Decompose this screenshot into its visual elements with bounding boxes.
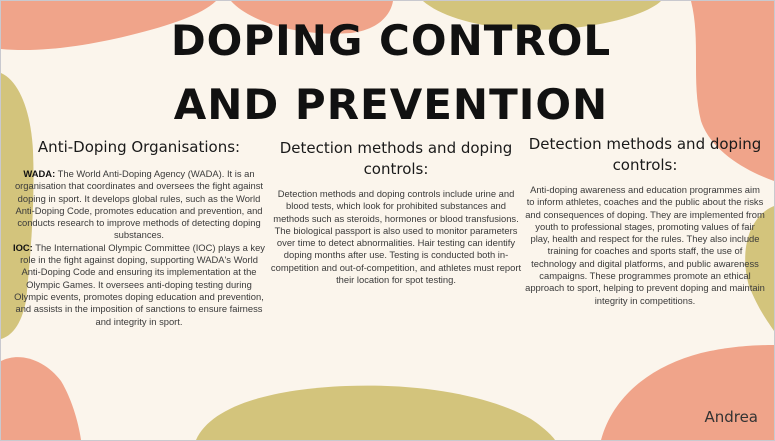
column-heading: Anti-Doping Organisations: xyxy=(37,138,241,156)
olive-blob-bottom xyxy=(196,386,555,440)
label-ioc: IOC: xyxy=(13,241,33,253)
column-text: Anti-doping awareness and education programmes aim to inform athletes, coaches and the public about the risks and consequences of doping. They are implemented from youth to professional stages, promoting values of fair play, health and respect for the rules. They also include training for coaches and sports staff, the use of technology and digital platforms, and public awareness campaigns. These programmes promote an ethical approach to sport, helping to prevent doping and maintain integrity in competitions. xyxy=(525,184,765,306)
column-heading: Detection methods and doping controls: xyxy=(279,139,513,178)
salmon-blob-bottom-left xyxy=(1,357,81,440)
slide-title: DOPING CONTROL AND PREVENTION xyxy=(170,16,612,129)
column-anti-doping-organisations xyxy=(11,137,267,328)
column-heading: Detection methods and doping controls: xyxy=(528,135,762,174)
column-awareness-education xyxy=(525,134,765,307)
author-name: Andrea xyxy=(704,408,758,426)
paragraph-ioc xyxy=(11,242,267,328)
text-wada: The World Anti-Doping Agency (WADA). It is an organisation that coordinates and oversees the fight against doping in sport. It develops global rules, such as the World Anti-Doping Code, promotes education and prevention, and conducts research to improve methods of detecting doping substances. xyxy=(14,168,264,241)
column-text: Detection methods and doping controls include urine and blood tests, which look for prohibited substances and methods such as steroids, hormones or blood transfusions. The biological passport is also used to monitor parameters over time to detect abnormalities. Hair testing can identify doping months after use. Testing is conducted both in-competition and out-of-competition, and athletes must report their location for spot testing. xyxy=(270,188,522,286)
column-detection-methods xyxy=(269,138,523,286)
text-ioc: The International Olympic Committee (IOC) plays a key role in the fight against doping, supporting WADA's World Anti-Doping Code and ensuring its implementation at the Olympic Games. It oversees anti-doping testing during Olympic events, promotes doping education and prevention, and assists in the imposition of sanctions to ensure fairness and integrity in sport. xyxy=(14,241,265,327)
label-wada: WADA: xyxy=(23,168,56,179)
paragraph-wada xyxy=(11,168,267,242)
